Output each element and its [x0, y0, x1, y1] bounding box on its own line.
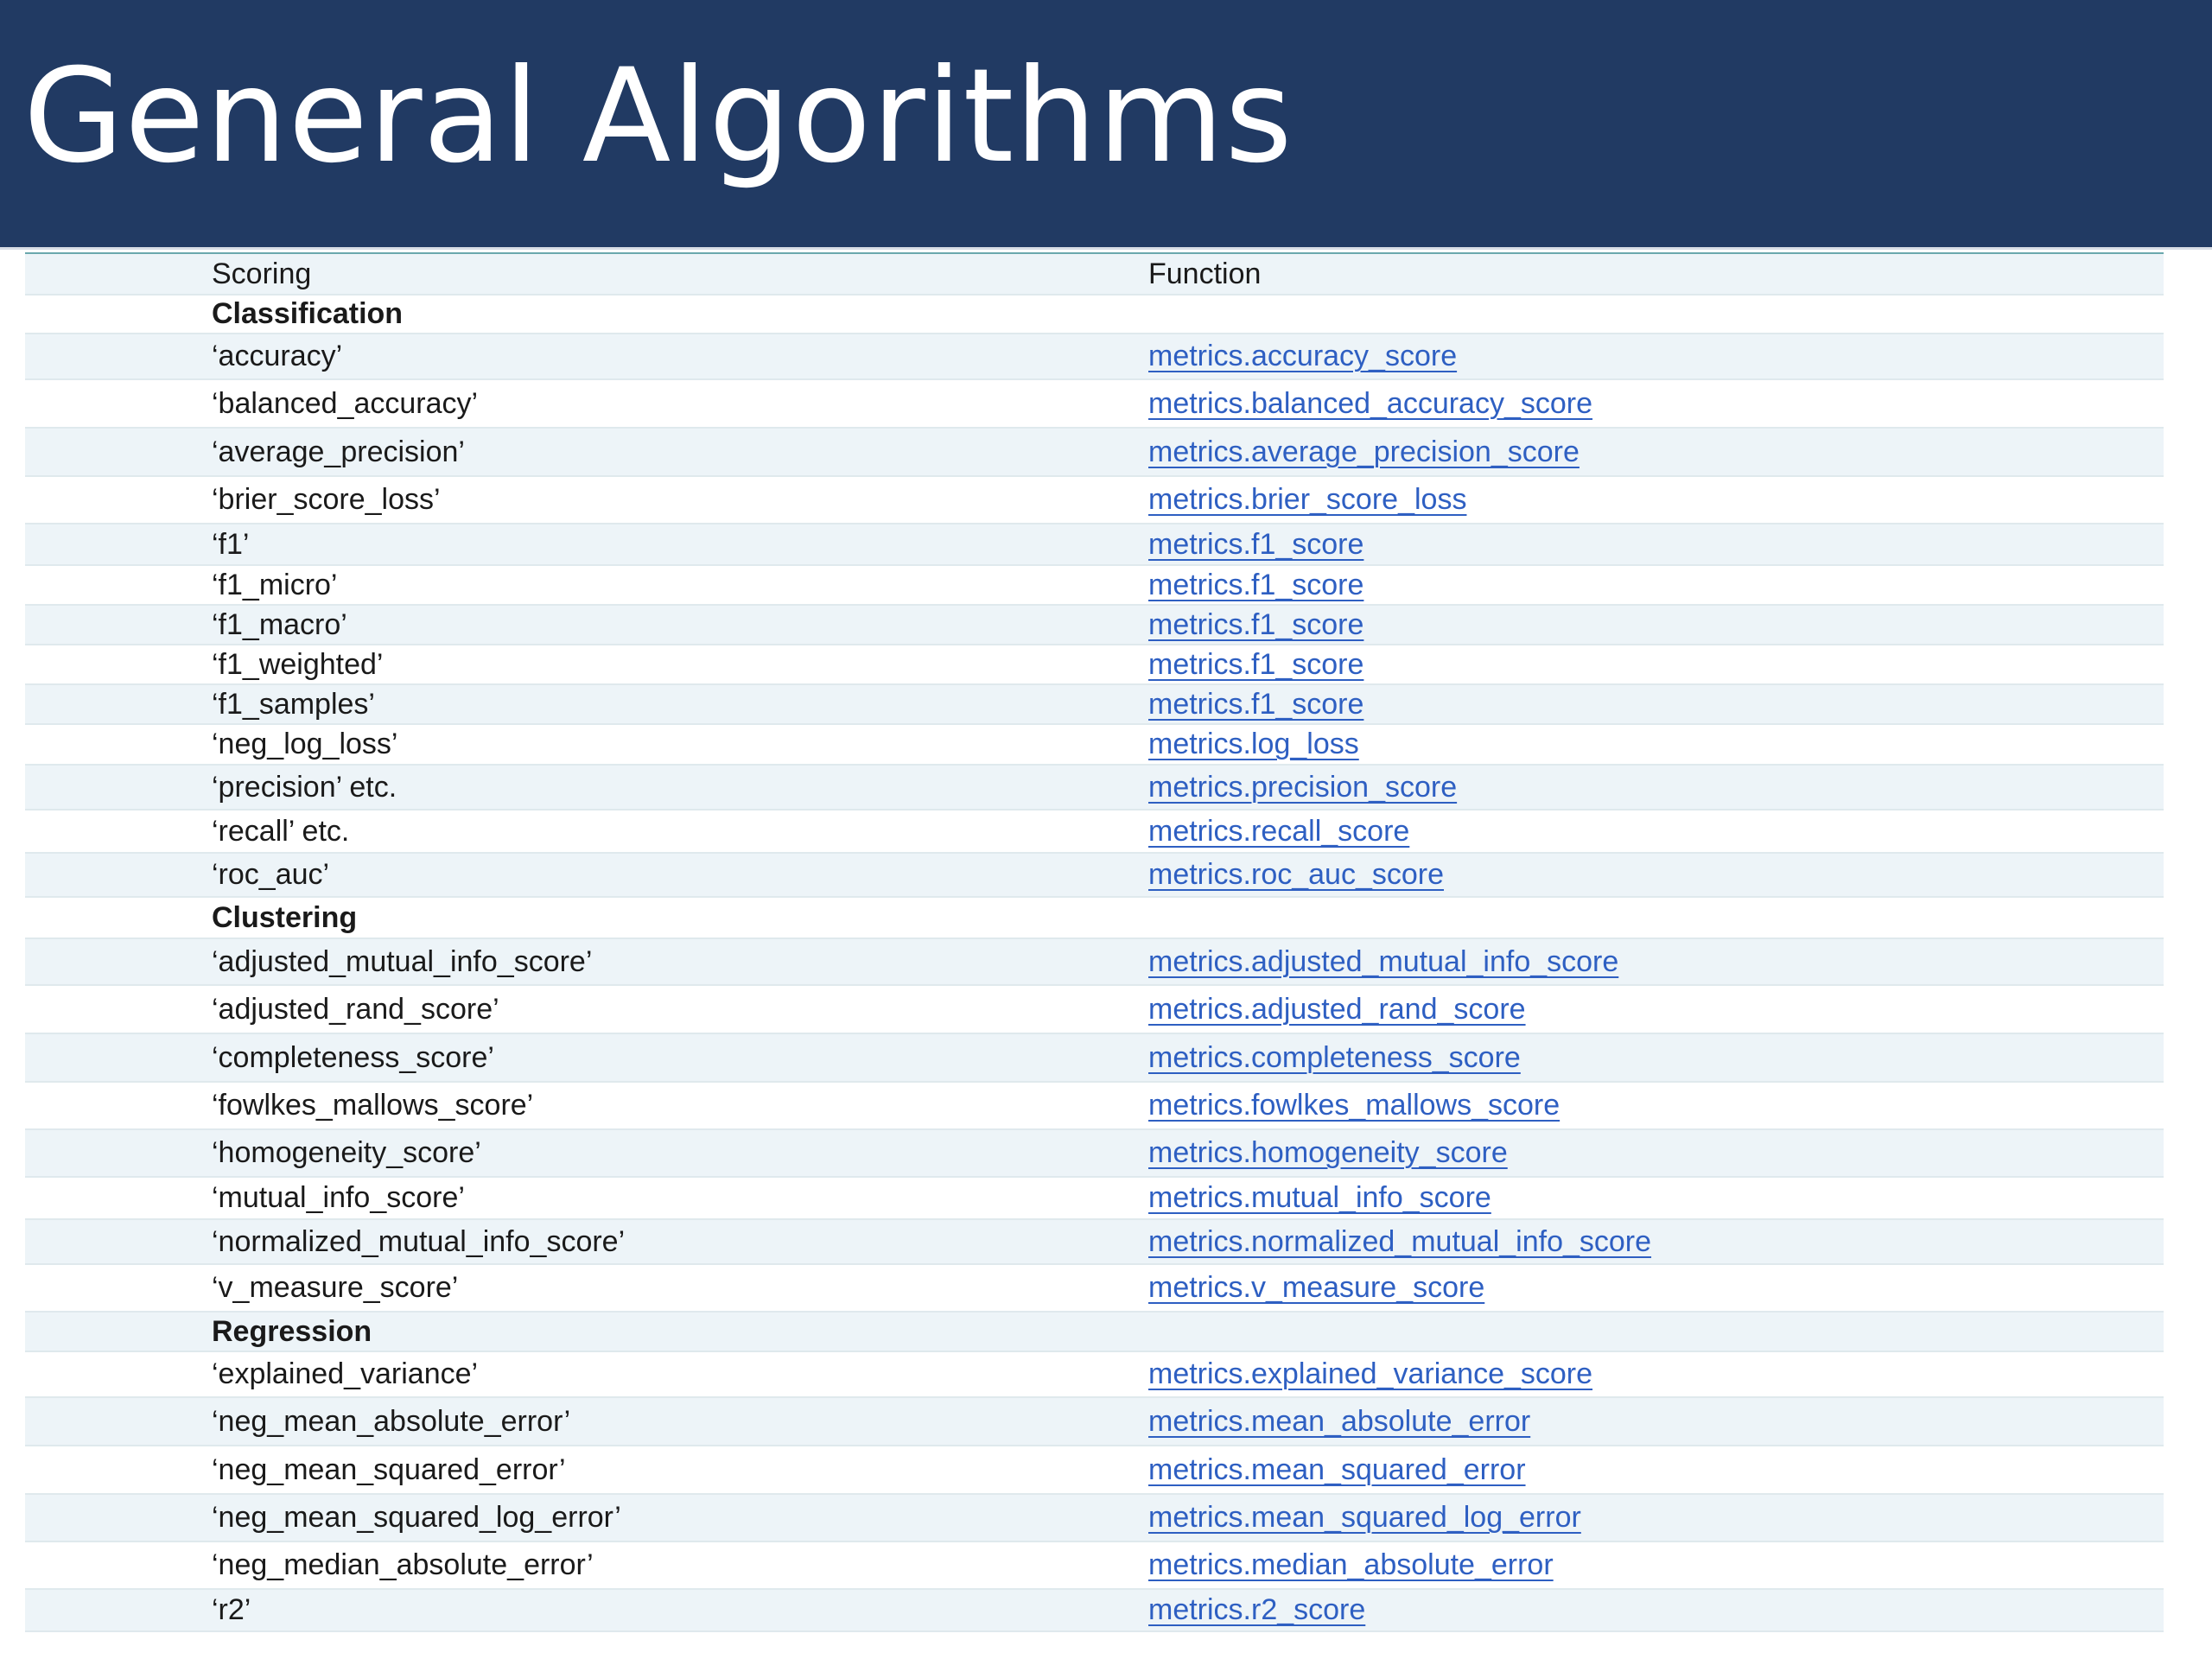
scoring-name: ‘f1_samples’ [212, 687, 375, 721]
function-link[interactable]: metrics.precision_score [1148, 770, 1458, 804]
scoring-name: ‘recall’ etc. [212, 814, 350, 848]
function-cell [1148, 1351, 2164, 1397]
scoring-name: ‘f1’ [212, 527, 250, 561]
function-link[interactable]: metrics.mean_absolute_error [1148, 1404, 1531, 1438]
row-spacer [25, 810, 212, 853]
scoring-name: ‘r2’ [212, 1593, 251, 1626]
function-link[interactable]: metrics.f1_score [1148, 607, 1364, 641]
function-cell [1148, 1033, 2164, 1082]
scoring-name: ‘average_precision’ [212, 435, 465, 468]
row-spacer [25, 1129, 212, 1177]
function-link[interactable]: metrics.log_loss [1148, 728, 1359, 760]
function-cell [1148, 1397, 2164, 1446]
function-cell [1148, 765, 2164, 810]
function-link[interactable]: metrics.brier_score_loss [1148, 483, 1467, 516]
row-spacer [25, 645, 212, 684]
function-cell [1148, 524, 2164, 565]
row-spacer [25, 565, 212, 605]
row-spacer [25, 1446, 212, 1494]
function-cell [1148, 428, 2164, 476]
table-row [25, 938, 2164, 985]
function-cell [1148, 1541, 2164, 1589]
function-cell [1148, 684, 2164, 724]
function-link[interactable]: metrics.roc_auc_score [1148, 858, 1445, 891]
function-cell [1148, 379, 2164, 428]
function-link[interactable]: metrics.median_absolute_error [1148, 1548, 1554, 1581]
scoring-name: ‘fowlkes_mallows_score’ [212, 1089, 534, 1122]
function-link[interactable]: metrics.f1_score [1148, 527, 1364, 561]
row-spacer [25, 428, 212, 476]
scoring-name: ‘neg_mean_absolute_error’ [212, 1404, 571, 1438]
row-spacer [25, 897, 212, 938]
function-cell [1148, 985, 2164, 1033]
table-row [25, 1033, 2164, 1082]
function-link[interactable]: metrics.r2_score [1148, 1593, 1366, 1626]
column-header-scoring: Scoring [212, 257, 312, 290]
scoring-name: ‘neg_mean_squared_error’ [212, 1452, 566, 1486]
table-row [25, 605, 2164, 645]
function-cell [1148, 1264, 2164, 1312]
table-row [25, 428, 2164, 476]
function-cell [1148, 1589, 2164, 1631]
header-spacer [25, 254, 212, 295]
table-row [25, 1082, 2164, 1129]
scoring-table [25, 254, 2164, 1632]
scoring-name: ‘balanced_accuracy’ [212, 386, 479, 420]
function-cell [1148, 1177, 2164, 1219]
table-row [25, 645, 2164, 684]
section-title: Clustering [212, 900, 358, 934]
row-spacer [25, 684, 212, 724]
page-title: General Algorithms [23, 41, 1294, 192]
table-row [25, 1351, 2164, 1397]
function-cell [1148, 1082, 2164, 1129]
scoring-name: ‘normalized_mutual_info_score’ [212, 1224, 626, 1258]
table-header-row [25, 254, 2164, 295]
row-spacer [25, 476, 212, 524]
row-spacer [25, 1219, 212, 1264]
function-cell [1148, 724, 2164, 765]
function-link[interactable]: metrics.adjusted_rand_score [1148, 992, 1526, 1026]
section-header-row [25, 1312, 2164, 1351]
function-cell [1148, 1494, 2164, 1541]
table-row [25, 1397, 2164, 1446]
function-link[interactable]: metrics.average_precision_score [1148, 435, 1580, 468]
row-spacer [25, 1177, 212, 1219]
row-spacer [25, 1264, 212, 1312]
function-cell [1148, 853, 2164, 897]
function-cell [1148, 1446, 2164, 1494]
function-link[interactable]: metrics.homogeneity_score [1148, 1136, 1508, 1169]
row-spacer [25, 985, 212, 1033]
scoring-name: ‘f1_macro’ [212, 607, 347, 641]
row-spacer [25, 853, 212, 897]
function-cell [1148, 1129, 2164, 1177]
table-row [25, 1446, 2164, 1494]
section-title: Regression [212, 1314, 372, 1348]
section-title: Classification [212, 297, 404, 330]
row-spacer [25, 1082, 212, 1129]
function-cell [1148, 645, 2164, 684]
table-row [25, 810, 2164, 853]
function-link[interactable]: metrics.f1_score [1148, 687, 1364, 721]
row-spacer [25, 1541, 212, 1589]
table-row [25, 1589, 2164, 1631]
table-row [25, 1264, 2164, 1312]
function-cell [1148, 476, 2164, 524]
scoring-name: ‘explained_variance’ [212, 1357, 479, 1390]
section-header-row [25, 897, 2164, 938]
table-row [25, 724, 2164, 765]
table-row [25, 684, 2164, 724]
function-link[interactable]: metrics.accuracy_score [1148, 340, 1458, 372]
scoring-name: ‘v_measure_score’ [212, 1271, 459, 1304]
function-link[interactable]: metrics.normalized_mutual_info_score [1148, 1224, 1652, 1258]
row-spacer [25, 1494, 212, 1541]
function-cell [1148, 810, 2164, 853]
table-row [25, 1494, 2164, 1541]
table-row [25, 524, 2164, 565]
function-link[interactable]: metrics.mean_squared_log_error [1148, 1501, 1581, 1534]
title-banner [0, 0, 2212, 250]
row-spacer [25, 1033, 212, 1082]
row-spacer [25, 1397, 212, 1446]
function-cell [1148, 334, 2164, 379]
table-row [25, 1129, 2164, 1177]
scoring-name: ‘adjusted_rand_score’ [212, 992, 499, 1026]
scoring-name: ‘brier_score_loss’ [212, 483, 441, 516]
function-cell [1148, 1219, 2164, 1264]
table-row [25, 1541, 2164, 1589]
function-link[interactable]: metrics.completeness_score [1148, 1040, 1521, 1074]
scoring-name: ‘completeness_score’ [212, 1040, 494, 1074]
row-spacer [25, 1312, 212, 1351]
table-row [25, 985, 2164, 1033]
function-link[interactable]: metrics.f1_score [1148, 568, 1364, 601]
scoring-name: ‘homogeneity_score’ [212, 1136, 481, 1169]
function-link[interactable]: metrics.balanced_accuracy_score [1148, 386, 1593, 420]
row-spacer [25, 334, 212, 379]
scoring-name: ‘neg_log_loss’ [212, 728, 398, 760]
function-link[interactable]: metrics.fowlkes_mallows_score [1148, 1089, 1560, 1122]
function-link[interactable]: metrics.mean_squared_error [1148, 1452, 1526, 1486]
table-row [25, 853, 2164, 897]
row-spacer [25, 724, 212, 765]
table-row [25, 765, 2164, 810]
row-spacer [25, 1589, 212, 1631]
function-cell [1148, 897, 2164, 938]
scoring-name: ‘adjusted_mutual_info_score’ [212, 944, 593, 978]
scoring-name: ‘neg_median_absolute_error’ [212, 1548, 594, 1581]
row-spacer [25, 605, 212, 645]
row-spacer [25, 379, 212, 428]
row-spacer [25, 1351, 212, 1397]
function-link[interactable]: metrics.explained_variance_score [1148, 1357, 1593, 1390]
function-cell [1148, 295, 2164, 334]
function-cell [1148, 605, 2164, 645]
scoring-name: ‘roc_auc’ [212, 858, 330, 891]
function-cell [1148, 938, 2164, 985]
scoring-name: ‘f1_micro’ [212, 568, 338, 601]
row-spacer [25, 765, 212, 810]
scoring-name: ‘neg_mean_squared_log_error’ [212, 1501, 621, 1534]
table-row [25, 334, 2164, 379]
row-spacer [25, 295, 212, 334]
column-header-function: Function [1148, 257, 1262, 290]
scoring-name: ‘precision’ etc. [212, 770, 397, 804]
function-link[interactable]: metrics.adjusted_mutual_info_score [1148, 944, 1619, 978]
table-row [25, 379, 2164, 428]
scoring-name: ‘mutual_info_score’ [212, 1181, 465, 1214]
function-link[interactable]: metrics.recall_score [1148, 814, 1410, 848]
table-row [25, 1219, 2164, 1264]
function-link[interactable]: metrics.mutual_info_score [1148, 1181, 1491, 1214]
row-spacer [25, 524, 212, 565]
scoring-name: ‘f1_weighted’ [212, 647, 384, 681]
scoring-name: ‘accuracy’ [212, 340, 343, 372]
section-header-row [25, 295, 2164, 334]
function-link[interactable]: metrics.v_measure_score [1148, 1271, 1485, 1304]
scoring-table-container [25, 252, 2164, 1632]
function-cell [1148, 1312, 2164, 1351]
row-spacer [25, 938, 212, 985]
function-link[interactable]: metrics.f1_score [1148, 647, 1364, 681]
function-cell [1148, 565, 2164, 605]
table-row [25, 565, 2164, 605]
table-row [25, 476, 2164, 524]
table-row [25, 1177, 2164, 1219]
